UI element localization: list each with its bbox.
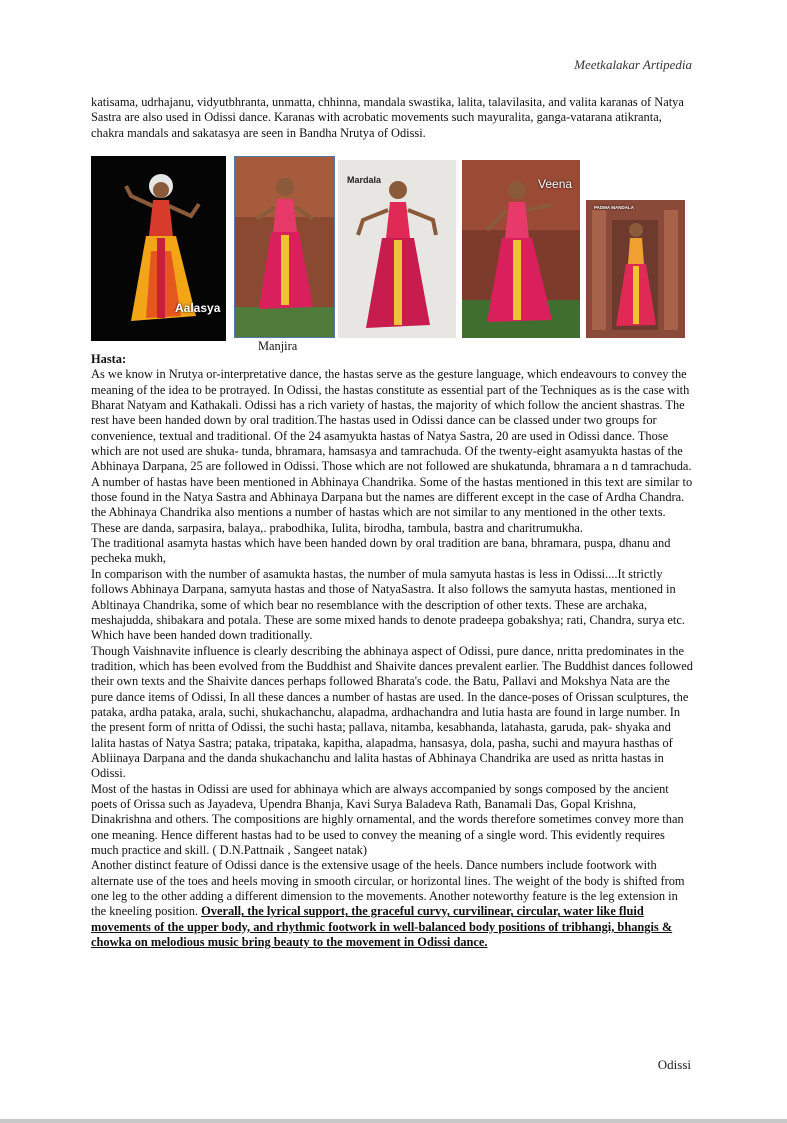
photo-label-mardala: Mardala [347,175,382,185]
photo-label-padma-mandala: PADMA MANDALA [594,205,634,210]
hasta-paragraph: Most of the hastas in Odissi are used for abhinaya which are always accompanied by songs composed by the ancient poets of Orissa such as Jayadeva, Upendra Bhanja, Kavi Surya Baladeva Rath, Banamali Das, Gopal Krishna, Dinakrishna and others. The compositions are highly ornamental, and the words therefore sometimes convey more than one meaning. Hence different hastas had to be used to convey the meaning of a single word. This evidently requires much practice and skill. ( D.N.Pattnaik , Sangeet natak) [91,781,684,857]
photo-gallery [91,155,701,365]
photo-label-aalasya: Aalasya [175,301,221,315]
page-footer-label: Odissi [657,1057,691,1072]
dancer-photo-icon [338,160,456,338]
dancer-photo-icon [235,157,334,337]
photo-caption: Manjira [258,339,298,353]
hasta-paragraph: As we know in Nrutya or-interpretative dance, the hastas serve as the gesture language, which endeavours to convey the meaning of the idea to be protrayed. In Odissi, the hastas constitute as essential part of the Techniques as is the case with Bharat Natyam and Kathakali. Odissi has a rich variety of hastas, the majority of which follow the ancient shastras. The rest have been handed down by oral tradition.The hastas used in Odissi dance can be classed under two groups for convenience, textual and traditional. Of the 24 asamyukta hastas of Natya Sastra, 20 are used in Odissi dance. Those which are not used are shuka- tunda, bhramara, hamsasya and tamrachuda. Of the twenty-eight asamyukta hastas of the Abhinaya Darpana, 25 are followed in Odissi. Those which are not followed are shukatunda, bhramara a n d tamrachuda. A number of hastas have been mentioned in Abhinaya Chandrika. Some of the hastas mentioned in this text are similar to those found in the Natya Sastra and Abhinaya Darpana but the names are different except in the case of Ardha Chandra. [91,367,693,505]
photo-label-veena: Veena [538,177,573,191]
photo-padma-mandala [586,200,685,338]
heel-paragraph-text: Another distinct feature of Odissi dance is the extensive usage of the heels. Dance numbers include footwork with alternate use of the toes and heels moving in smooth circular, or horizontal lines. The weight of the body is shifted from one leg to the other adding a different dimension to the movements. Another noteworthy feature is the leg extension in the kneeling position. [91,858,685,919]
photo-manjira [234,156,335,338]
hasta-section [91,352,693,950]
photo-aalasya [91,156,226,341]
hasta-paragraph: In comparison with the number of asamukta hastas, the number of mula samyuta hastas is less in Odissi....It strictly follows Abhinaya Darpana, samyuta hastas and those of NatyaSastra. It also follows the samyuta hastas, mentioned in Abltinaya Chandrika, some of which bear no resemblance with the description of other texts. These are archaka, meshajudda, shibakara and potala. These are some mixed hands to denote pradeepa gobakshya; rati, Chandra, surya etc. Which have been handed down traditionally. [91,566,685,643]
bottom-rule [0,1119,787,1123]
hasta-paragraph: The traditional asamyta hastas which have been handed down by oral tradition are bana, bhramara, puspa, dhanu and pecheka mukh, [91,536,671,566]
hasta-paragraph: the Abhinaya Chandrika also mentions a number of hastas which are not similar to any mentioned in the other texts. These are danda, sarpasira, balaya,. prabodhika, Iulita, birodha, tambula, bastra and charitrumukha. [91,505,666,535]
hasta-paragraph: Though Vaishnavite influence is clearly describing the abhinaya aspect of Odissi, pure dance, nritta predominates in the tradition, which has been evolved from the Buddhist and Shaivite dances prevalent earlier. The Buddhist dances followed their own texts and the Shaivite dances perhaps followed Bharata's code. the Batu, Pallavi and Mokshya Nata are the pure dance items of Odissi, In all these dances a number of hastas are used. In the dance-poses of Orissan sculptures, the pataka, ardha pataka, arala, suchi, shukachanchu, alapadma, ardhachandra and lutia hasta are found in large number. In the present form of nritta of Odissi, the suchi hasta; pallava, nitamba, kesabhanda, latahasta, garuda, pak- shyaka and lalita hastas of Natya Sastra; pataka, tripataka, kapitha, alapadma, hansasya, dola, pasha, suchi and mayura hasthas of Abliinaya Darpana and the danda shukachanchu and lalita hastas of Abhinaya Chandrika are used as nritta hastas in Odissi. [91,643,693,781]
emphasis-text: Overall, the lyrical support, the graceful curvy, curvilinear, circular, water like fluid movements of the upper body, and rhythmic footwork in well-balanced body positions of tribhangi, bhangis & chowka on melodious music bring beauty to the movement in Odissi dance. [91,904,673,950]
running-header: Meetkalakar Artipedia [574,57,692,72]
dancer-photo-icon [586,200,685,338]
photo-veena [462,160,580,338]
photo-mardala [338,160,456,338]
hasta-paragraph [91,858,693,950]
section-heading: Hasta: [91,352,127,366]
intro-paragraph: katisama, udrhajanu, vidyutbhranta, unmatta, chhinna, mandala swastika, lalita, talavilasita, and valita karanas of Natya Sastra are also used in Odissi dance. Karanas with acrobatic movements such mayuralita, ganga-vatarana atikranta, chakra mandals and sakatasya are seen in Bandha Nrutya of Odissi. [91,95,684,140]
